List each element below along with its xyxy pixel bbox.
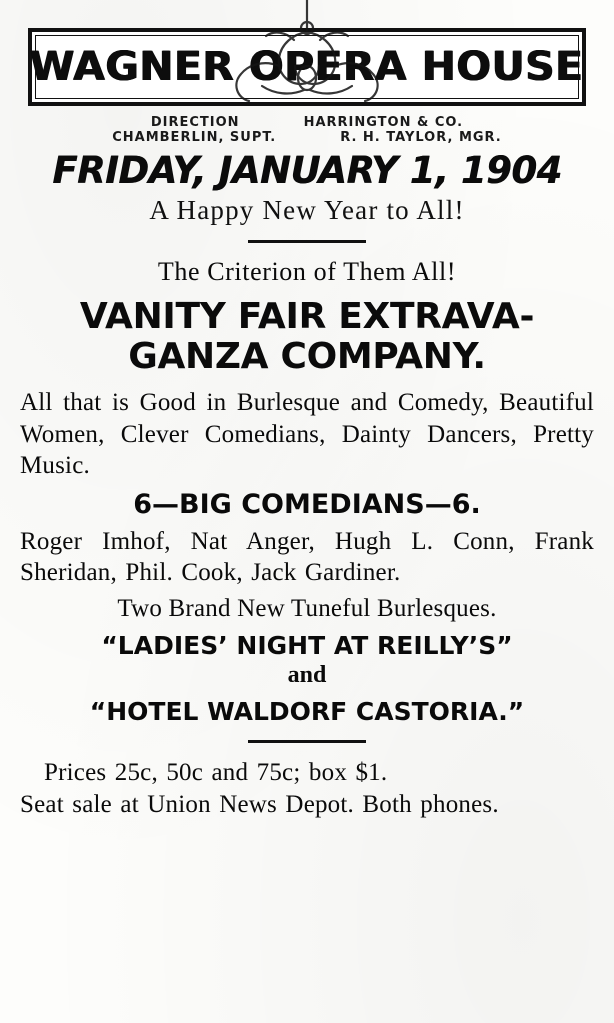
direction-credits [14,116,600,146]
direction-company: HARRINGTON & CO. [303,115,464,130]
direction-label: DIRECTION [150,115,240,130]
new-year-greeting: A Happy New Year to All! [149,194,465,225]
ticket-info [20,757,594,822]
show-title-line-2: GANZA COMPANY. [128,336,486,378]
conjunction-and: and [287,661,327,688]
show-title [14,297,600,378]
burlesque-title-one: “LADIES’ NIGHT AT REILLY’S” [101,630,513,660]
masthead-inner-frame [30,35,584,99]
comedians-banner: 6—BIG COMEDIANS—6. [133,489,481,521]
venue-name: WAGNER OPERA HOUSE [30,44,584,90]
ticket-prices: Prices 25c, 50c and 75c; box $1. [44,758,388,786]
manager-name: R. H. TAYLOR, MGR. [340,129,502,145]
burlesque-title-two: “HOTEL WALDORF CASTORIA.” [89,696,525,726]
direction-row-bottom [14,131,600,146]
comedians-list: Roger Imhof, Nat Anger, Hugh L. Conn, Frank Sheridan, Phil. Cook, Jack Gardiner. [20,528,594,587]
masthead-box [28,28,586,106]
direction-row-top [14,116,600,131]
burlesques-intro: Two Brand New Tuneful Burlesques. [117,594,497,622]
divider-rule-bottom [248,740,366,743]
show-description: All that is Good in Burlesque and Comedy, Beautiful Women, Clever Comedians, Dainty Dancers, Pretty Music. [20,389,594,479]
performance-date: FRIDAY, JANUARY 1, 1904 [52,148,562,192]
divider-rule-top [248,240,366,243]
show-title-line-1: VANITY FAIR EXTRAVA- [79,295,535,337]
tagline: The Criterion of Them All! [157,256,457,286]
superintendent-name: CHAMBERLIN, SUPT. [112,129,277,145]
seat-sale-info: Seat sale at Union News Depot. Both phones. [20,791,499,819]
